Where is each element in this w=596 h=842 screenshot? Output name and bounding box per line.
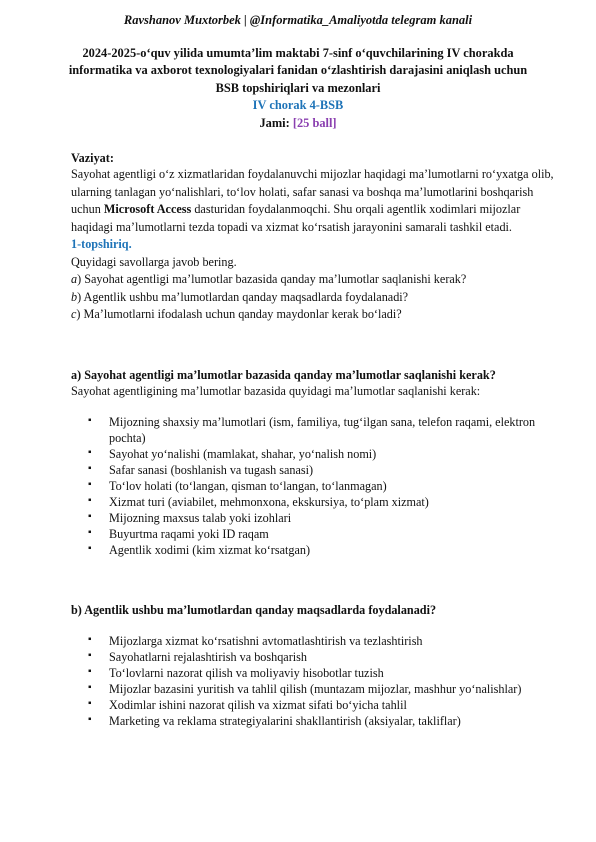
list-item: ▪ Marketing va reklama strategiyalarini shakllantirish (aksiyalar, takliflar) [71, 713, 556, 729]
list-item: ▪ Agentlik xodimi (kim xizmat ko‘rsatgan) [71, 542, 556, 558]
question-letter: a [71, 272, 78, 287]
list-item: ▪ Xizmat turi (aviabilet, mehmonxona, ekskursiya, to‘plam xizmat) [71, 494, 556, 510]
quarter-label: IV chorak 4-BSB [252, 98, 344, 113]
list-item: ▪ Buyurtma raqami yoki ID raqam [71, 526, 556, 542]
list-item: ▪ Sayohatlarni rejalashtirish va boshqarish [71, 649, 556, 665]
list-item: ▪ Mijozning maxsus talab yoki izohlari [71, 510, 556, 526]
total-line [40, 115, 556, 132]
question-c [71, 306, 556, 324]
page-header: Ravshanov Muxtorbek | @Informatika_Amaliyotda telegram kanali [123, 13, 473, 27]
answer-b-list [71, 633, 556, 729]
question-b [71, 289, 556, 307]
title-line-2: informatika va axborot texnologiyalari fanidan o‘zlashtirish darajasini aniqlash uchun [68, 63, 528, 78]
situation-heading: Vaziyat: [71, 151, 114, 166]
list-item: ▪ Safar sanasi (boshlanish va tugash sanasi) [71, 462, 556, 478]
situation-text-bold: Microsoft Access [103, 202, 192, 217]
document-title [40, 45, 556, 132]
question-letter: b [71, 289, 78, 304]
list-item: ▪ To‘lovlarni nazorat qilish va moliyaviy hisobotlar tuzish [71, 665, 556, 681]
list-item: ▪ Mijozlarga xizmat ko‘rsatishni avtomatlashtirish va tezlashtirish [71, 633, 556, 649]
task-intro: Quyidagi savollarga javob bering. [71, 254, 237, 269]
title-line-3: BSB topshiriqlari va mezonlari [215, 80, 381, 95]
answer-a-list [71, 414, 556, 558]
list-item: ▪ Mijozlar bazasini yuritish va tahlil qilish (muntazam mijozlar, mashhur yo‘nalishlar) [71, 681, 556, 697]
list-item: ▪ Mijozning shaxsiy ma’lumotlari (ism, familiya, tug‘ilgan sana, telefon raqami, elektron pochta) [71, 414, 556, 446]
answer-a-intro: Sayohat agentligining ma’lumotlar bazasida quyidagi ma’lumotlar saqlanishi kerak: [71, 383, 481, 398]
question-a [71, 271, 556, 289]
question-text: ) Sayohat agentligi ma’lumotlar bazasida qanday ma’lumotlar saqlanishi kerak? [77, 272, 467, 287]
answer-a-heading: a) Sayohat agentligi ma’lumotlar bazasida qanday ma’lumotlar saqlanishi kerak? [71, 367, 496, 382]
list-item: ▪ To‘lov holati (to‘langan, qisman to‘langan, to‘lanmagan) [71, 478, 556, 494]
list-item: ▪ Xodimlar ishini nazorat qilish va xizmat sifati bo‘yicha tahlil [71, 697, 556, 713]
total-label: Jami: [259, 115, 290, 130]
situation-text-part-2: dasturidan foydalanmoqchi. Shu orqali agentlik xodimlari mijozlar haqidagi ma’lumotlarni tezda topadi va xizmat ko‘rsatish jarayonini samarali tashkil etadi. [71, 202, 521, 234]
title-line-1: 2024-2025-o‘quv yilida umumta’lim maktabi 7-sinf o‘quvchilarining IV chorakda [82, 46, 514, 60]
total-value: [25 ball] [292, 115, 337, 130]
task-heading: 1-topshiriq. [71, 237, 132, 252]
situation-text [71, 166, 556, 236]
answer-b-heading: b) Agentlik ushbu ma’lumotlardan qanday maqsadlarda foydalanadi? [71, 602, 437, 617]
question-letter: c [71, 307, 77, 322]
question-text: ) Ma’lumotlarni ifodalash uchun qanday maydonlar kerak bo‘ladi? [76, 307, 402, 322]
list-item: ▪ Sayohat yo‘nalishi (mamlakat, shahar, yo‘nalish nomi) [71, 446, 556, 462]
situation-text-part-1: Sayohat agentligi o‘z xizmatlaridan foydalanuvchi mijozlar haqidagi ma’lumotlarni ro‘yxatga olib, ularning tanlagan yo‘nalishlari, to‘lov holati, safar sanasi va boshqa ma’lumotlarini boshqarish uchun [71, 167, 554, 217]
question-text: ) Agentlik ushbu ma’lumotlardan qanday maqsadlarda foydalanadi? [77, 289, 409, 304]
